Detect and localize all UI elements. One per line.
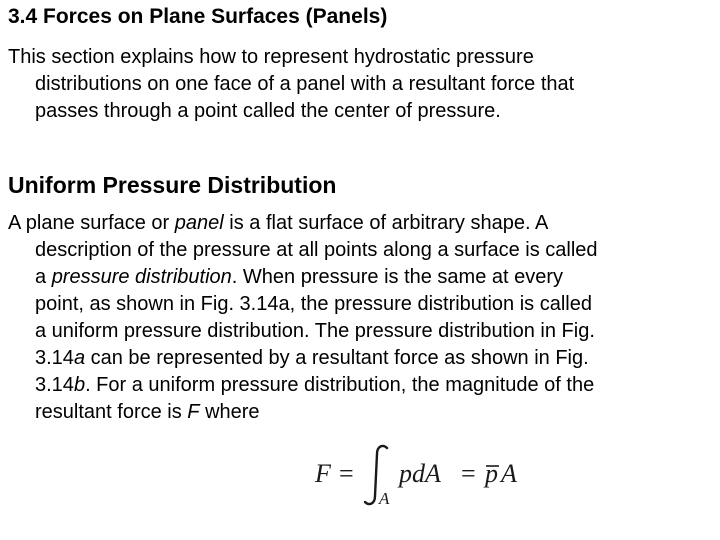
body-text: can be represented by a resultant force as shown in Fig. (85, 347, 589, 369)
formula-integrand: pdA (399, 459, 441, 488)
formula-equals: = (461, 459, 476, 488)
formula-area: A (501, 459, 517, 488)
subsection-title: Uniform Pressure Distribution (8, 172, 337, 198)
body-line (8, 372, 720, 399)
body-line: description of the pressure at all points along a surface is called (35, 239, 598, 261)
body-paragraph (8, 210, 720, 426)
figure-ref-b: b (73, 374, 86, 396)
term-panel: panel (174, 212, 224, 234)
body-line (8, 345, 720, 372)
body-text: resultant force is (35, 401, 188, 423)
figure-ref-a: a (73, 347, 86, 369)
body-line (8, 399, 720, 426)
body-text: A plane surface or (8, 212, 175, 234)
formula-mean-pressure: p (485, 459, 498, 488)
section-title: 3.4 Forces on Plane Surfaces (Panels) (8, 5, 388, 28)
integral-subscript: A (379, 489, 390, 508)
intro-line: passes through a point called the center of pressure. (35, 100, 501, 122)
body-text: . For a uniform pressure distribution, the magnitude of the (85, 374, 595, 396)
intro-paragraph (8, 44, 720, 125)
resultant-force-formula (313, 440, 573, 510)
intro-line: distributions on one face of a panel with a resultant force that (35, 73, 575, 95)
body-text: . When pressure is the same at every (231, 266, 564, 288)
formula-lhs: F (315, 459, 331, 488)
body-text: is a flat surface of arbitrary shape. A (223, 212, 549, 234)
body-text: a (35, 266, 52, 288)
body-line (8, 264, 720, 291)
body-line: a uniform pressure distribution. The pressure distribution in Fig. (35, 320, 595, 342)
body-text: where (199, 401, 260, 423)
term-pressure-distribution: pressure distribution (51, 266, 232, 288)
body-line (8, 210, 720, 237)
intro-line: This section explains how to represent hydrostatic pressure (8, 46, 534, 68)
variable-f: F (187, 401, 200, 423)
body-text: 3.14 (35, 374, 74, 396)
body-text: 3.14 (35, 347, 74, 369)
body-line: point, as shown in Fig. 3.14a, the pressure distribution is called (35, 293, 592, 315)
formula-equals: = (339, 459, 354, 488)
